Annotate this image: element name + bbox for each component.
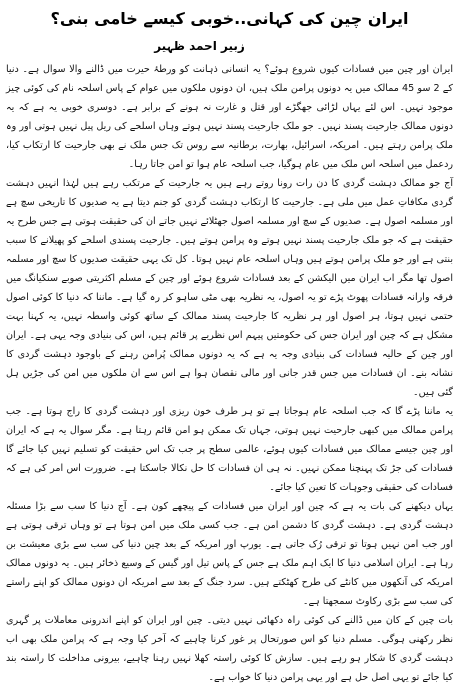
- article-author: زبیر احمد ظہیر: [154, 39, 245, 53]
- article-paragraph: ایران اور چین میں فسادات کیوں شروع ہوئے؟ یہ انسانی ذہانت کو ورطۂ حیرت میں ڈالنے والا سوال ہے۔ دنیا کے 2 سو 45 ممالک میں یہ دونوں پرامن ملک ہیں، ان دونوں ملکوں میں عوام کے پاس اسلحہ نام کی کوئی چیز موجود نہیں۔ اس لئے یہاں لڑائی جھگڑے اور قتل و غارت نہ ہونے کے برابر ہے۔ دوسری خوبی یہ ہے کہ یہ دونوں ممالک جارحیت پسند نہیں۔ جو ملک جارحیت پسند نہیں ہوتے وہاں اسلحے کی ریل پیل نہیں ہوتی اور وہ ملک پرامن رہتے ہیں۔ امریکہ، اسرائیل، بھارت، برطانیہ سے روس تک جس ملک نے بھی جارحیت کا ارتکاب کیا، ردعمل میں اسلحہ اس ملک میں عام ہوگیا، جب اسلحہ عام ہوا تو امن جاتا رہا۔: [6, 64, 453, 170]
- article-paragraph: یہ ماننا پڑے گا کہ جب اسلحہ عام ہوجاتا ہے تو ہر طرف خون ریزی اور دہشت گردی کا راج ہوتا ہے۔ جب پرامن ممالک میں کبھی جارحیت نہیں ہوتی، جہاں تک ممکن ہو امن قائم رہتا ہے۔ مگر سوال یہ ہے کہ ایران اور چین جیسے ممالک میں فسادات کیوں ہوئے، عالمی سطح پر جب تک اس حقیقت کو تسلیم نہیں کیا جائے گا فسادات کی جڑ تک پہنچنا ممکن نہیں۔ نہ ہی ان فسادات کا حل نکالا جاسکتا ہے۔ ضرورت اس امر کی ہے کہ فسادات کی حقیقی وجوہات کا تعین کیا جائے۔: [6, 406, 453, 493]
- article-paragraph: یہاں دیکھنے کی بات یہ ہے کہ چین اور ایران میں فسادات کے پیچھے کون ہے۔ آج دنیا کا سب سے بڑا مسئلہ دہشت گردی ہے۔ دہشت گردی کا دشمن امن ہے۔ جب کسی ملک میں امن ہوتا ہے تو وہاں ترقی ہوتی ہے اور جب امن نہیں ہوتا تو ترقی رُک جاتی ہے۔ یورپ اور امریکہ کے بعد چین دنیا کی سب سے بڑی معیشت بن رہا ہے۔ ایران اسلامی دنیا کا ایک اہم ملک ہے جس کے پاس تیل اور گیس کے وسیع ذخائر ہیں۔ یہ دونوں ممالک امریکہ کی آنکھوں میں کانٹے کی طرح کھٹکتے ہیں۔ سرد جنگ کے بعد سے امریکہ ان دونوں ممالک کو اپنے راستے کی سب سے بڑی رکاوٹ سمجھتا ہے۔: [6, 501, 453, 607]
- article-paragraph: آج جو ممالک دہشت گردی کا دن رات رونا روتے رہے ہیں یہ جارحیت کے مرتکب رہے ہیں لہٰذا انہیں دہشت گردی مکافاتِ عمل میں ملی ہے۔ جارحیت کا ارتکاب دہشت گردی کو جنم دیتا ہے یہ صدیوں کا تاریخی سچ ہے اور مسلمہ اصول ہے۔ صدیوں کے سچ اور مسلمہ اصول جھٹلائے نہیں جاتے ان کی حقیقت ہوتی ہے جس طرح یہ حقیقت ہے کہ جو ملک جارحیت پسند نہیں ہوتے وہ پرامن ہوتے ہیں۔ جارحیت پسندی اسلحے کو پھیلانے کا سبب بنتی ہے اور جو ملک پرامن ہوتے ہیں وہاں اسلحہ عام نہیں ہوتا۔ کل تک یہی حقیقت صدیوں کا سچ اور مسلمہ اصول تھا مگر اب ایران میں الیکشن کے بعد فسادات شروع ہوئے اور چین کے مسلم اکثریتی صوبے سنکیانگ میں فرقہ وارانہ فسادات پھوٹ پڑے تو یہ اصول، یہ نظریہ بھی مٹی ساہو کر رہ گیا ہے۔ ماننا کہ دنیا کا کوئی اصول حتمی نہیں ہوتا، ہر اصول اور ہر نظریہ کا جارحیت پسند ممالک کے ساتھ کوئی واسطہ نہیں، یہ کہنا بہت مشکل ہے کہ چین اور ایران جس کی حکومتیں پیہم اس نظریے پر قائم ہیں، اس کی بنیادی وجہ یہی ہے۔ ایران اور چین کے حالیہ فسادات کی بنیادی وجہ یہ ہے کہ یہ دونوں ممالک پُرامن رہنے کے باوجود دہشت گردی کا نشانہ بنے۔ ان فسادات میں جس قدر جانی اور مالی نقصان ہوا ہے اس سے ان ملکوں میں امن کی جڑیں ہل گئی ہیں۔: [6, 178, 453, 398]
- article-title: ایران چین کی کہانی..خوبی کیسے خامی بنی؟: [50, 9, 409, 28]
- article-paragraph: بات چین کے کان میں ڈالنے کی کوئی راہ دکھائی نہیں دیتی۔ چین اور ایران کو اپنے اندرونی معاملات پر گہری نظر رکھنی ہوگی۔ مسلم دنیا کو اس صورتحال پر غور کرنا چاہیے کہ آخر کیا وجہ ہے کہ پرامن ملک بھی اب دہشت گردی کا شکار ہو رہے ہیں۔ سازش کا کوئی راستہ کھلا نہیں رہنا چاہیے، بیرونی مداخلت کا راستہ بند کیا جائے تو یہی اصل حل ہے اور یہی پرامن دنیا کا خواب ہے۔: [6, 615, 453, 683]
